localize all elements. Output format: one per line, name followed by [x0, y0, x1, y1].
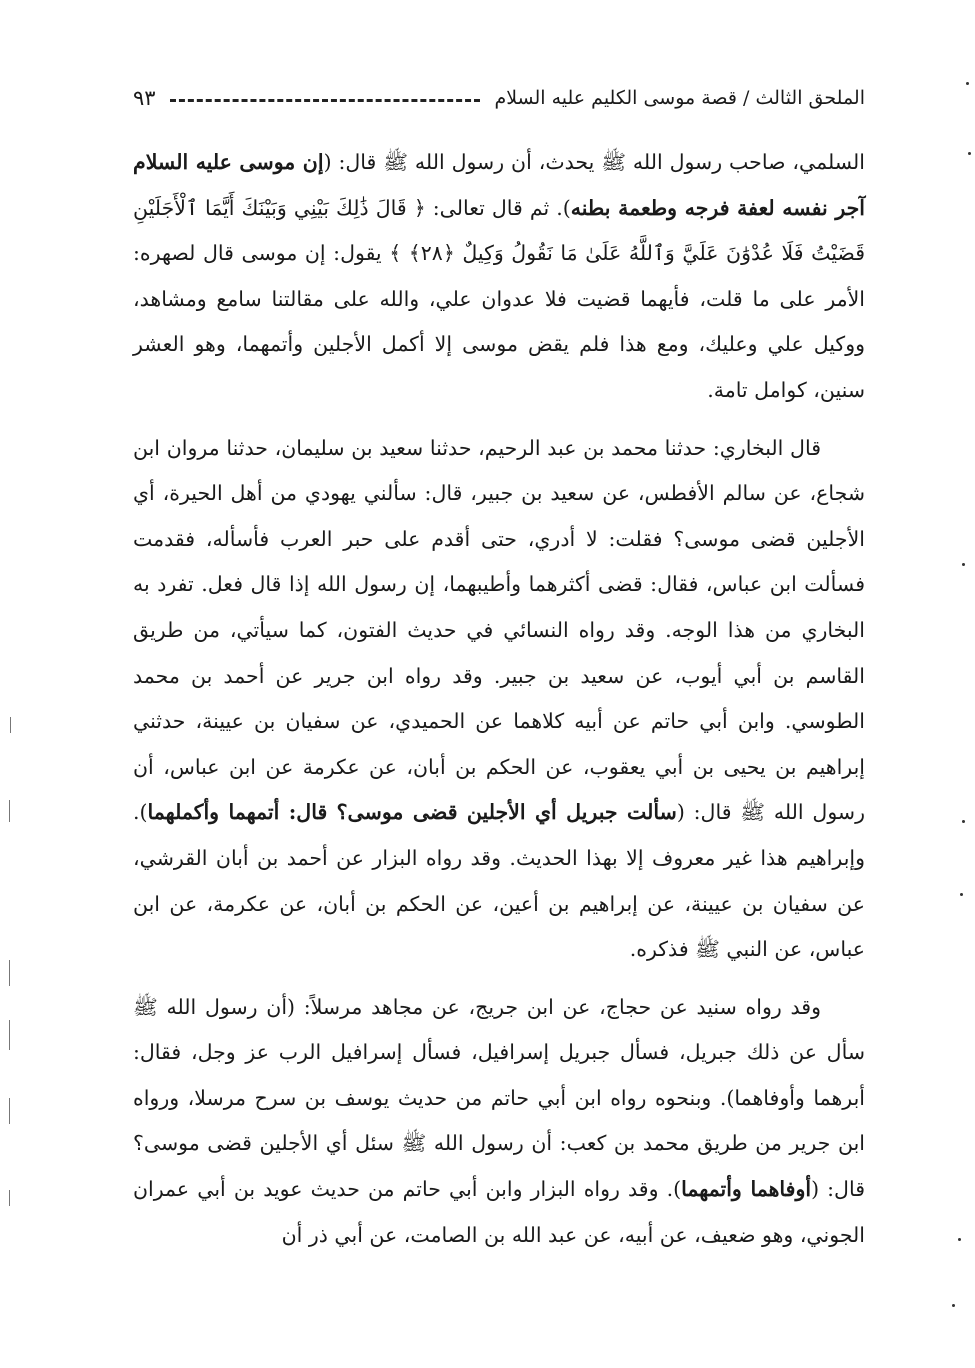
bold-hadith-quote: إن موسى عليه السلام آجر نفسه لعفة فرجه وطعمة بطنه — [133, 150, 865, 220]
scan-edge-mark — [9, 1020, 10, 1050]
scan-edge-mark — [9, 800, 10, 822]
scan-edge-mark — [9, 1098, 10, 1124]
scan-edge-mark — [10, 717, 11, 733]
text-segment: السلمي، صاحب رسول الله ﷺ يحدث، أن رسول الله ﷺ قال: ( — [323, 150, 865, 174]
scan-speck — [962, 820, 965, 823]
scan-edge-mark — [9, 960, 10, 986]
paragraph-1 — [133, 140, 865, 414]
text-segment: قال البخاري: حدثنا محمد بن عبد الرحيم، حدثنا سعيد بن سليمان، حدثنا مروان ابن شجاع، عن سالم الأفطس، عن سعيد بن جبير، قال: سألني يهودي من أهل الحيرة، أي الأجلين قضى موسى؟ فقلت: لا أدري، حتى أقدم على حبر العرب فأسأله، فقدمت فسألت ابن عباس، فقال: قضى أكثرهما وأطيبهما، إن رسول الله إذا قال فعل. تفرد به البخاري من هذا الوجه. وقد رواه النسائي في حديث الفتون، كما سيأتي، من طريق القاسم بن أبي أيوب، عن سعيد بن جبير. وقد رواه ابن جرير عن أحمد بن محمد الطوسي. وابن أبي حاتم عن أبيه كلاهما عن الحميدي، عن سفيان بن عيينة، حدثني إبراهيم بن يحيى بن أبي يعقوب، عن الحكم بن أبان، عن عكرمة عن ابن عباس، أن رسول الله ﷺ قال: ( — [133, 435, 865, 825]
bold-hadith-quote: سألت جبريل أي الأجلين قضى موسى؟ قال: أتمهما وأكملهما — [147, 800, 677, 825]
scan-speck — [952, 1304, 955, 1307]
scan-speck — [968, 152, 971, 155]
scan-edge-mark — [9, 1190, 10, 1206]
running-header — [133, 78, 865, 118]
paragraph-3 — [133, 985, 865, 1259]
body-text — [133, 140, 865, 1258]
scan-speck — [966, 82, 969, 85]
text-segment: ). وإبراهيم هذا غير معروف إلا بهذا الحديث. وقد رواه البزار عن أحمد بن أبان القرشي، عن سفيان بن عيينة، عن إبراهيم بن أعين، عن الحكم بن أبان، عن عكرمة، عن ابن عباس، عن النبي ﷺ فذكره. — [133, 800, 865, 962]
bold-hadith-quote: أوفاهما وأتمهما — [681, 1177, 812, 1202]
page-number: ٩٣ — [133, 86, 156, 110]
scan-speck — [962, 563, 965, 566]
paragraph-2 — [133, 426, 865, 973]
header-dashed-rule — [170, 99, 481, 102]
scan-speck — [958, 1238, 961, 1241]
scan-speck — [960, 893, 963, 896]
text-segment: ). ثم قال تعالى: ﴿ قَالَ ذَٰلِكَ بَيْنِي وَبَيْنَكَ أَيَّمَا ٱلْأَجَلَيْنِ قَضَيْتُ فَلَا عُدْوَٰنَ عَلَيَّ وَٱللَّهُ عَلَىٰ مَا نَقُولُ وَكِيلٌ ﴿٢٨﴾ ﴾ يقول: إن موسى قال لصهره: الأمر على ما قلت، فأيهما قضيت فلا عدوان علي، والله على مقالتنا سامع ومشاهد، ووكيل علي وعليك، ومع هذا فلم يقض موسى إلا أكمل الأجلين وأتمهما، وهو العشر سنين، كوامل تامة. — [133, 195, 865, 402]
text-segment: وقد رواه سنيد عن حجاج، عن ابن جريج، عن مجاهد مرسلاً: (أن رسول الله ﷺ سأل عن ذلك جبريل، فسأل جبريل إسرافيل، فسأل إسرافيل الرب عز وجل، فقال: أبرهما وأوفاهما). وبنحوه رواه ابن أبي حاتم من حديث يوسف بن سرح مرسلا، ورواه ابن جرير من طريق محمد بن كعب: أن رسول الله ﷺ سئل أي الأجلين قضى موسى؟ قال: ( — [133, 994, 865, 1202]
text-segment: ). وقد رواه البزار وابن أبي حاتم من حديث عويد بن أبي عمران الجوني، وهو ضعيف، عن أبيه، عن عبد الله بن الصامت، عن أبي ذر أن — [133, 1177, 865, 1247]
chapter-title: الملحق الثالث / قصة موسى الكليم عليه السلام — [494, 87, 865, 109]
